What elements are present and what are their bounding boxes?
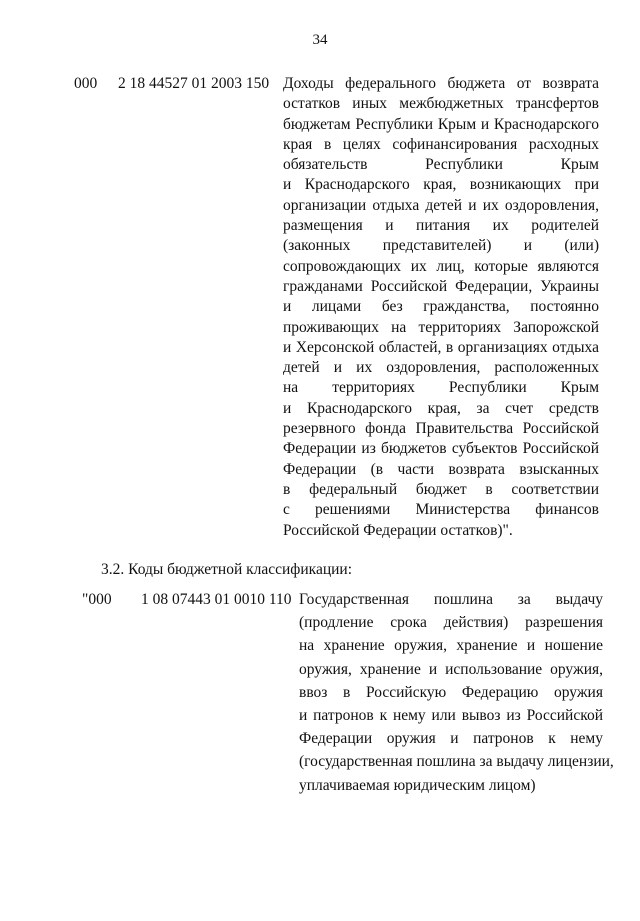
description-line: размещения и питания их родителей: [283, 217, 599, 235]
description-line: края в целях софинансирования расходных: [283, 135, 599, 153]
administrator-code: "000: [82, 591, 112, 608]
description-line: оружия, хранение и использование оружия,: [299, 660, 603, 678]
description-line: на территориях Республики Крым: [283, 379, 599, 397]
entry-description: [283, 74, 599, 541]
description-line: организации отдыха детей и их оздоровления,: [283, 196, 599, 214]
description-line: и Краснодарского края, за счет средств: [283, 399, 599, 417]
description-line: бюджетам Республики Крым и Краснодарского: [283, 115, 599, 133]
description-line: сопровождающих их лиц, которые являются: [283, 257, 599, 275]
administrator-code: 000: [74, 75, 98, 92]
description-line: и Херсонской областей, в организациях отдыха: [283, 338, 599, 356]
description-line: с решениями Министерства финансов: [283, 501, 599, 519]
budget-classification-code: 2 18 44527 01 2003 150: [118, 75, 270, 92]
description-line: и лицами без гражданства, постоянно: [283, 298, 599, 316]
description-line: ввоз в Российскую Федерацию оружия: [299, 683, 603, 701]
description-line: детей и их оздоровления, расположенных: [283, 359, 599, 377]
description-line: гражданами Российской Федерации, Украины: [283, 277, 599, 295]
description-line: уплачиваемая юридическим лицом): [299, 776, 536, 794]
description-line: (продление срока действия) разрешения: [299, 614, 603, 632]
description-line: и Краснодарского края, возникающих при: [283, 176, 599, 194]
description-line: на хранение оружия, хранение и ношение: [299, 637, 603, 655]
description-line: Доходы федерального бюджета от возврата: [283, 75, 599, 92]
budget-classification-code: 1 08 07443 01 0010 110: [141, 591, 292, 608]
description-line: проживающих на территориях Запорожской: [283, 318, 599, 336]
description-line: (государственная пошлина за выдачу лицензии,: [299, 753, 614, 771]
entry-description: [299, 588, 614, 797]
description-line: обязательств Республики Крым: [283, 156, 599, 174]
description-line: Федерации оружия и патронов к нему: [299, 730, 603, 748]
description-line: Государственная пошлина за выдачу: [299, 591, 603, 608]
description-line: и патронов к нему или вывоз из Российской: [299, 707, 603, 725]
description-line: Федерации из бюджетов субъектов Российской: [283, 440, 599, 458]
description-line: резервного фонда Правительства Российской: [283, 420, 599, 438]
description-line: Федерации (в части возврата взысканных: [283, 460, 599, 478]
description-line: в федеральный бюджет в соответствии: [283, 480, 599, 498]
description-line: Российской Федерации остатков)".: [283, 521, 513, 539]
description-line: остатков иных межбюджетных трансфертов: [283, 95, 599, 113]
description-line: (законных представителей) и (или): [283, 237, 599, 255]
page-number: 34: [312, 32, 328, 48]
section-heading: 3.2. Коды бюджетной классификации:: [101, 561, 353, 578]
